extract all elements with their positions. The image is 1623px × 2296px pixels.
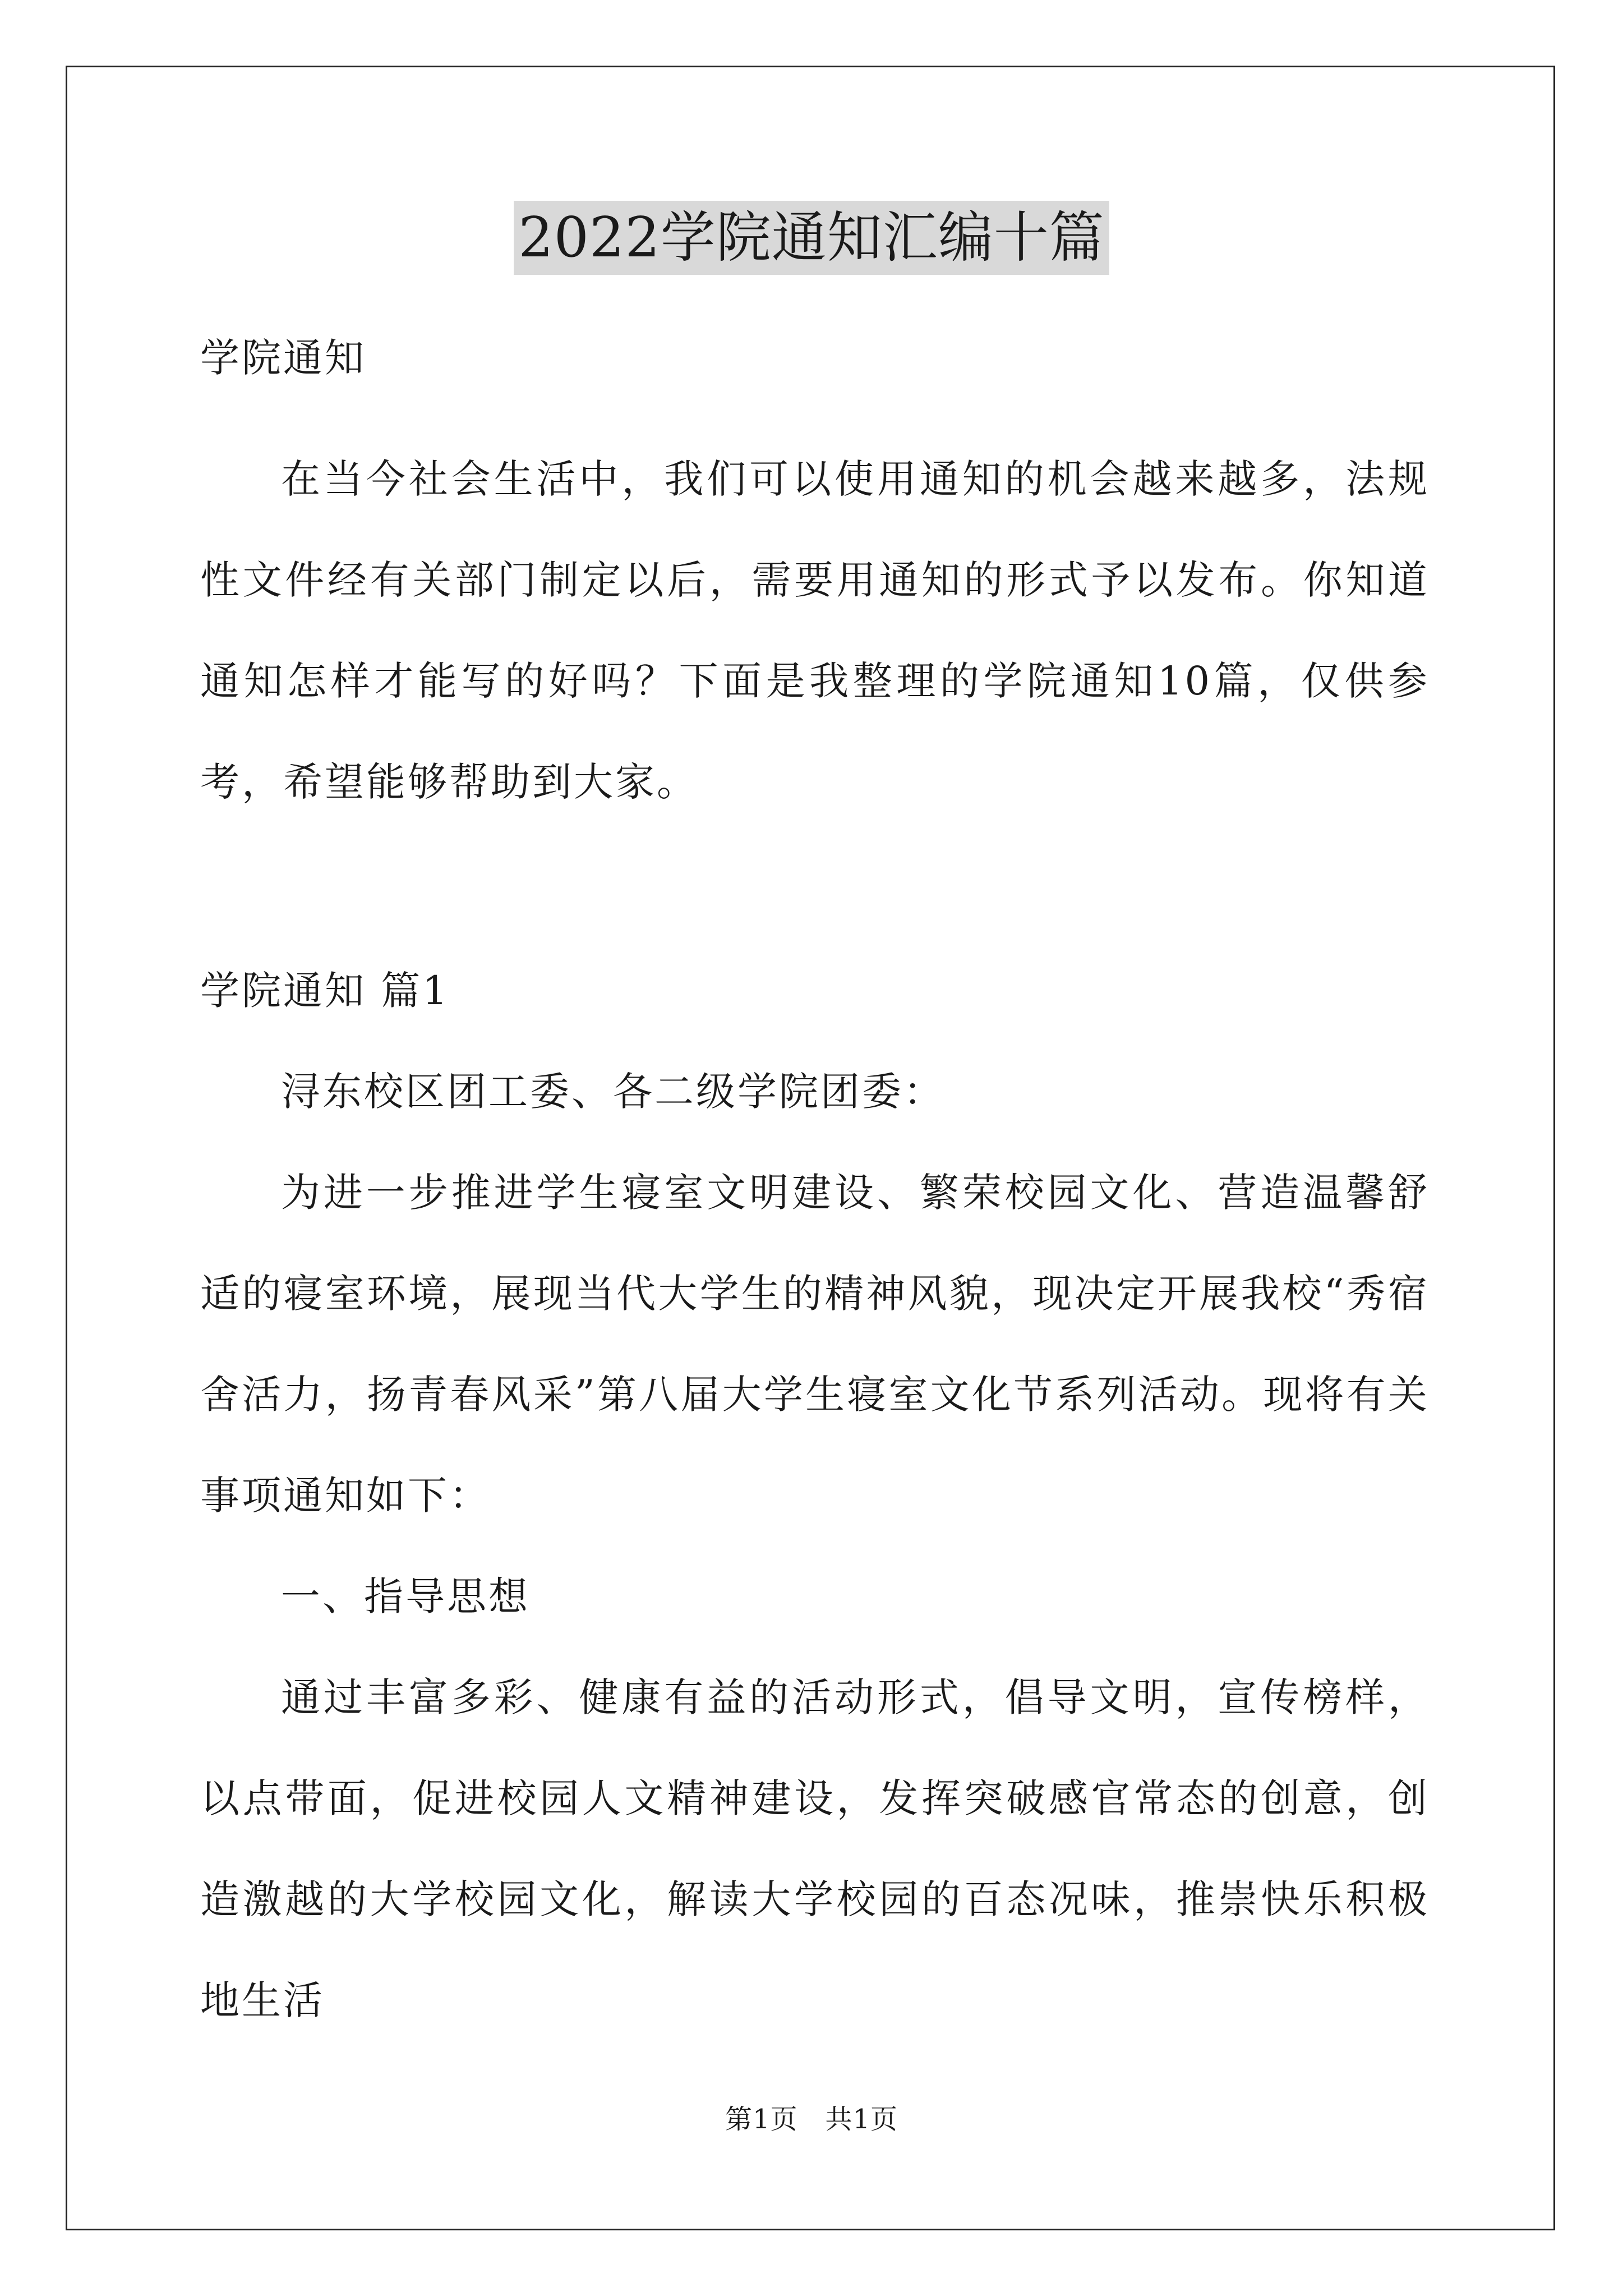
document-body (200, 307, 1430, 2051)
section-heading: 学院通知 (200, 335, 366, 381)
subheading-paragraph: 一、指导思想 (281, 1573, 530, 1619)
section-heading: 学院通知 篇1 (200, 968, 450, 1014)
title-container (0, 201, 1623, 275)
intro-paragraph: 在当今社会生活中，我们可以使用通知的机会越来越多，法规性文件经有关部门制定以后，需要用通知的形式予以发布。你知道通知怎样才能写的好吗？下面是我整理的学院通知10篇，仅供参考，希望能够帮助到大家。 (200, 456, 1430, 805)
document-title: 2022学院通知汇编十篇 (514, 201, 1109, 275)
paragraph-gap (200, 832, 1430, 940)
body-paragraph: 为进一步推进学生寝室文明建设、繁荣校园文化、营造温馨舒适的寝室环境，展现当代大学生的精神风貌，现决定开展我校“秀宿舍活力，扬青春风采”第八届大学生寝室文化节系列活动。现将有关事项通知如下： (200, 1170, 1430, 1519)
paragraph-gap (200, 408, 1430, 429)
salutation-paragraph: 浔东校区团工委、各二级学院团委： (281, 1069, 945, 1115)
page-footer: 第1页 共1页 (725, 2104, 898, 2135)
body-paragraph: 通过丰富多彩、健康有益的活动形式，倡导文明，宣传榜样，以点带面，促进校园人文精神建设，发挥突破感官常态的创意，创造激越的大学校园文化，解读大学校园的百态况味，推崇快乐积极地生活 (200, 1674, 1430, 2023)
